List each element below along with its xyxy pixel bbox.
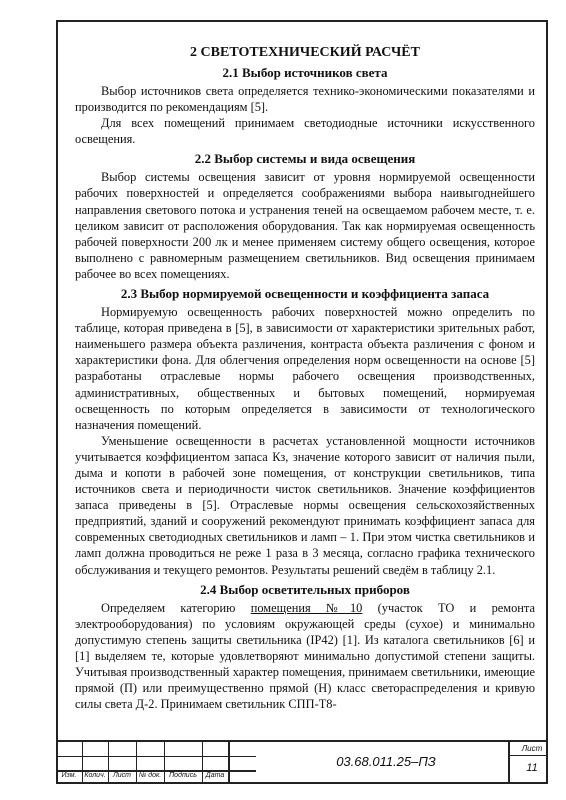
stamp-divider: [508, 742, 510, 784]
section-title: 2 СВЕТОТЕХНИЧЕСКИЙ РАСЧЁТ: [190, 45, 420, 60]
title-block: [56, 740, 548, 784]
text-run: (участок ТО и ремонта электрооборудования) по условиям окружающей среды (сухое) и минимально допустимую степень защиты светильника (IP42) [1]. Из каталога светильников [6] и [1] выделяем те, которые удовлетворяют минимально допустимой степени защиты. Учитывая производственный характер помещения, принимаем светильники, имеющие прямой (П) или преимущественно прямой (Н) класс светораспределения и кривую силы света Д-2. Принимаем светильник СПП-Т8-: [75, 600, 535, 712]
paragraph: Нормируемую освещенность рабочих поверхностей можно определить по таблице, которая приведена в [5], в зависимости от характеристики зрительных работ, наименьшего размера объекта различения, контраста объекта различения с фоном и характеристики фона. Для облегчения определения норм освещенности на основе [5] разработаны отраслевые нормы рабочего освещения производственных, административных, общественных и бытовых помещений, нормируемая освещенность по которым определяется в зависимости от технологического назначения помещений.: [75, 305, 535, 432]
stamp-label-doc: № док.: [138, 772, 162, 779]
paragraph: [75, 600, 535, 713]
document-body: [75, 42, 535, 732]
stamp-row-line: [56, 756, 256, 757]
document-number: 03.68.011.25–ПЗ: [336, 754, 436, 769]
paragraph: Выбор источников света определяется технико-экономическими показателями и производится по рекомендациям [5].: [75, 84, 535, 115]
stamp-label-signature: Подпись: [169, 772, 197, 779]
paragraph: Для всех помещений принимаем светодиодные источники искусственного освещения.: [75, 116, 535, 147]
subsection-title-2-4: 2.4 Выбор осветительных приборов: [200, 581, 410, 597]
stamp-label-sheet: Лист: [112, 772, 132, 779]
stamp-label-change: Изм.: [61, 772, 77, 779]
stamp-label-quantity: Колич.: [84, 772, 106, 779]
stamp-label-date: Дата: [205, 772, 225, 779]
paragraph: Уменьшение освещенности в расчетах установленной мощности источников учитывается коэффициентом запаса Кз, значение которого зависит от наличия пыли, дыма и копоти в рабочей зоне помещения, от конструкции светильников, типа источников света и периодичности чисток светильников. Значение коэффициентов запаса приведены в [5]. Отраслевые нормы освещения сельскохозяйственных предприятий, зданий и сооружений рекомендуют принимать коэффициент запаса для современных светодиодных светильников и ламп – 1. При этом чистка светильников и ламп должна проводиться не реже 1 раза в 3 месяца, согласно графика технического обслуживания и текущего ремонтов. Результаты решений сведём в таблицу 2.1.: [75, 433, 535, 577]
subsection-title-2-1: 2.1 Выбор источников света: [222, 65, 388, 80]
paragraph: Выбор системы освещения зависит от уровня нормируемой освещенности рабочих поверхностей и определяется соображениями выбора наивыгоднейшего направления светового потока и устранения теней на освещаемом рабочем месте, т. е. целиком зависит от расположения оборудования. Так как нормируемая освещенность рабочей поверхности 200 лк и менее применяем систему общего освещения, которое выполнено с равномерным размещением светильников. Вид освещения принимаем рабочее во всех помещениях.: [75, 170, 535, 281]
room-reference: помещения №10: [250, 600, 363, 615]
sheet-number: 11: [526, 762, 538, 774]
subsection-title-2-2: 2.2 Выбор системы и вида освещения: [194, 151, 416, 167]
stamp-divider: [228, 742, 230, 784]
subsection-title-2-3: 2.3 Выбор нормируемой освещенности и коэффициента запаса: [120, 286, 490, 302]
text-run: Определяем категорию: [101, 600, 251, 615]
sheet-label: Лист: [521, 744, 543, 753]
stamp-row-line: [508, 755, 548, 756]
